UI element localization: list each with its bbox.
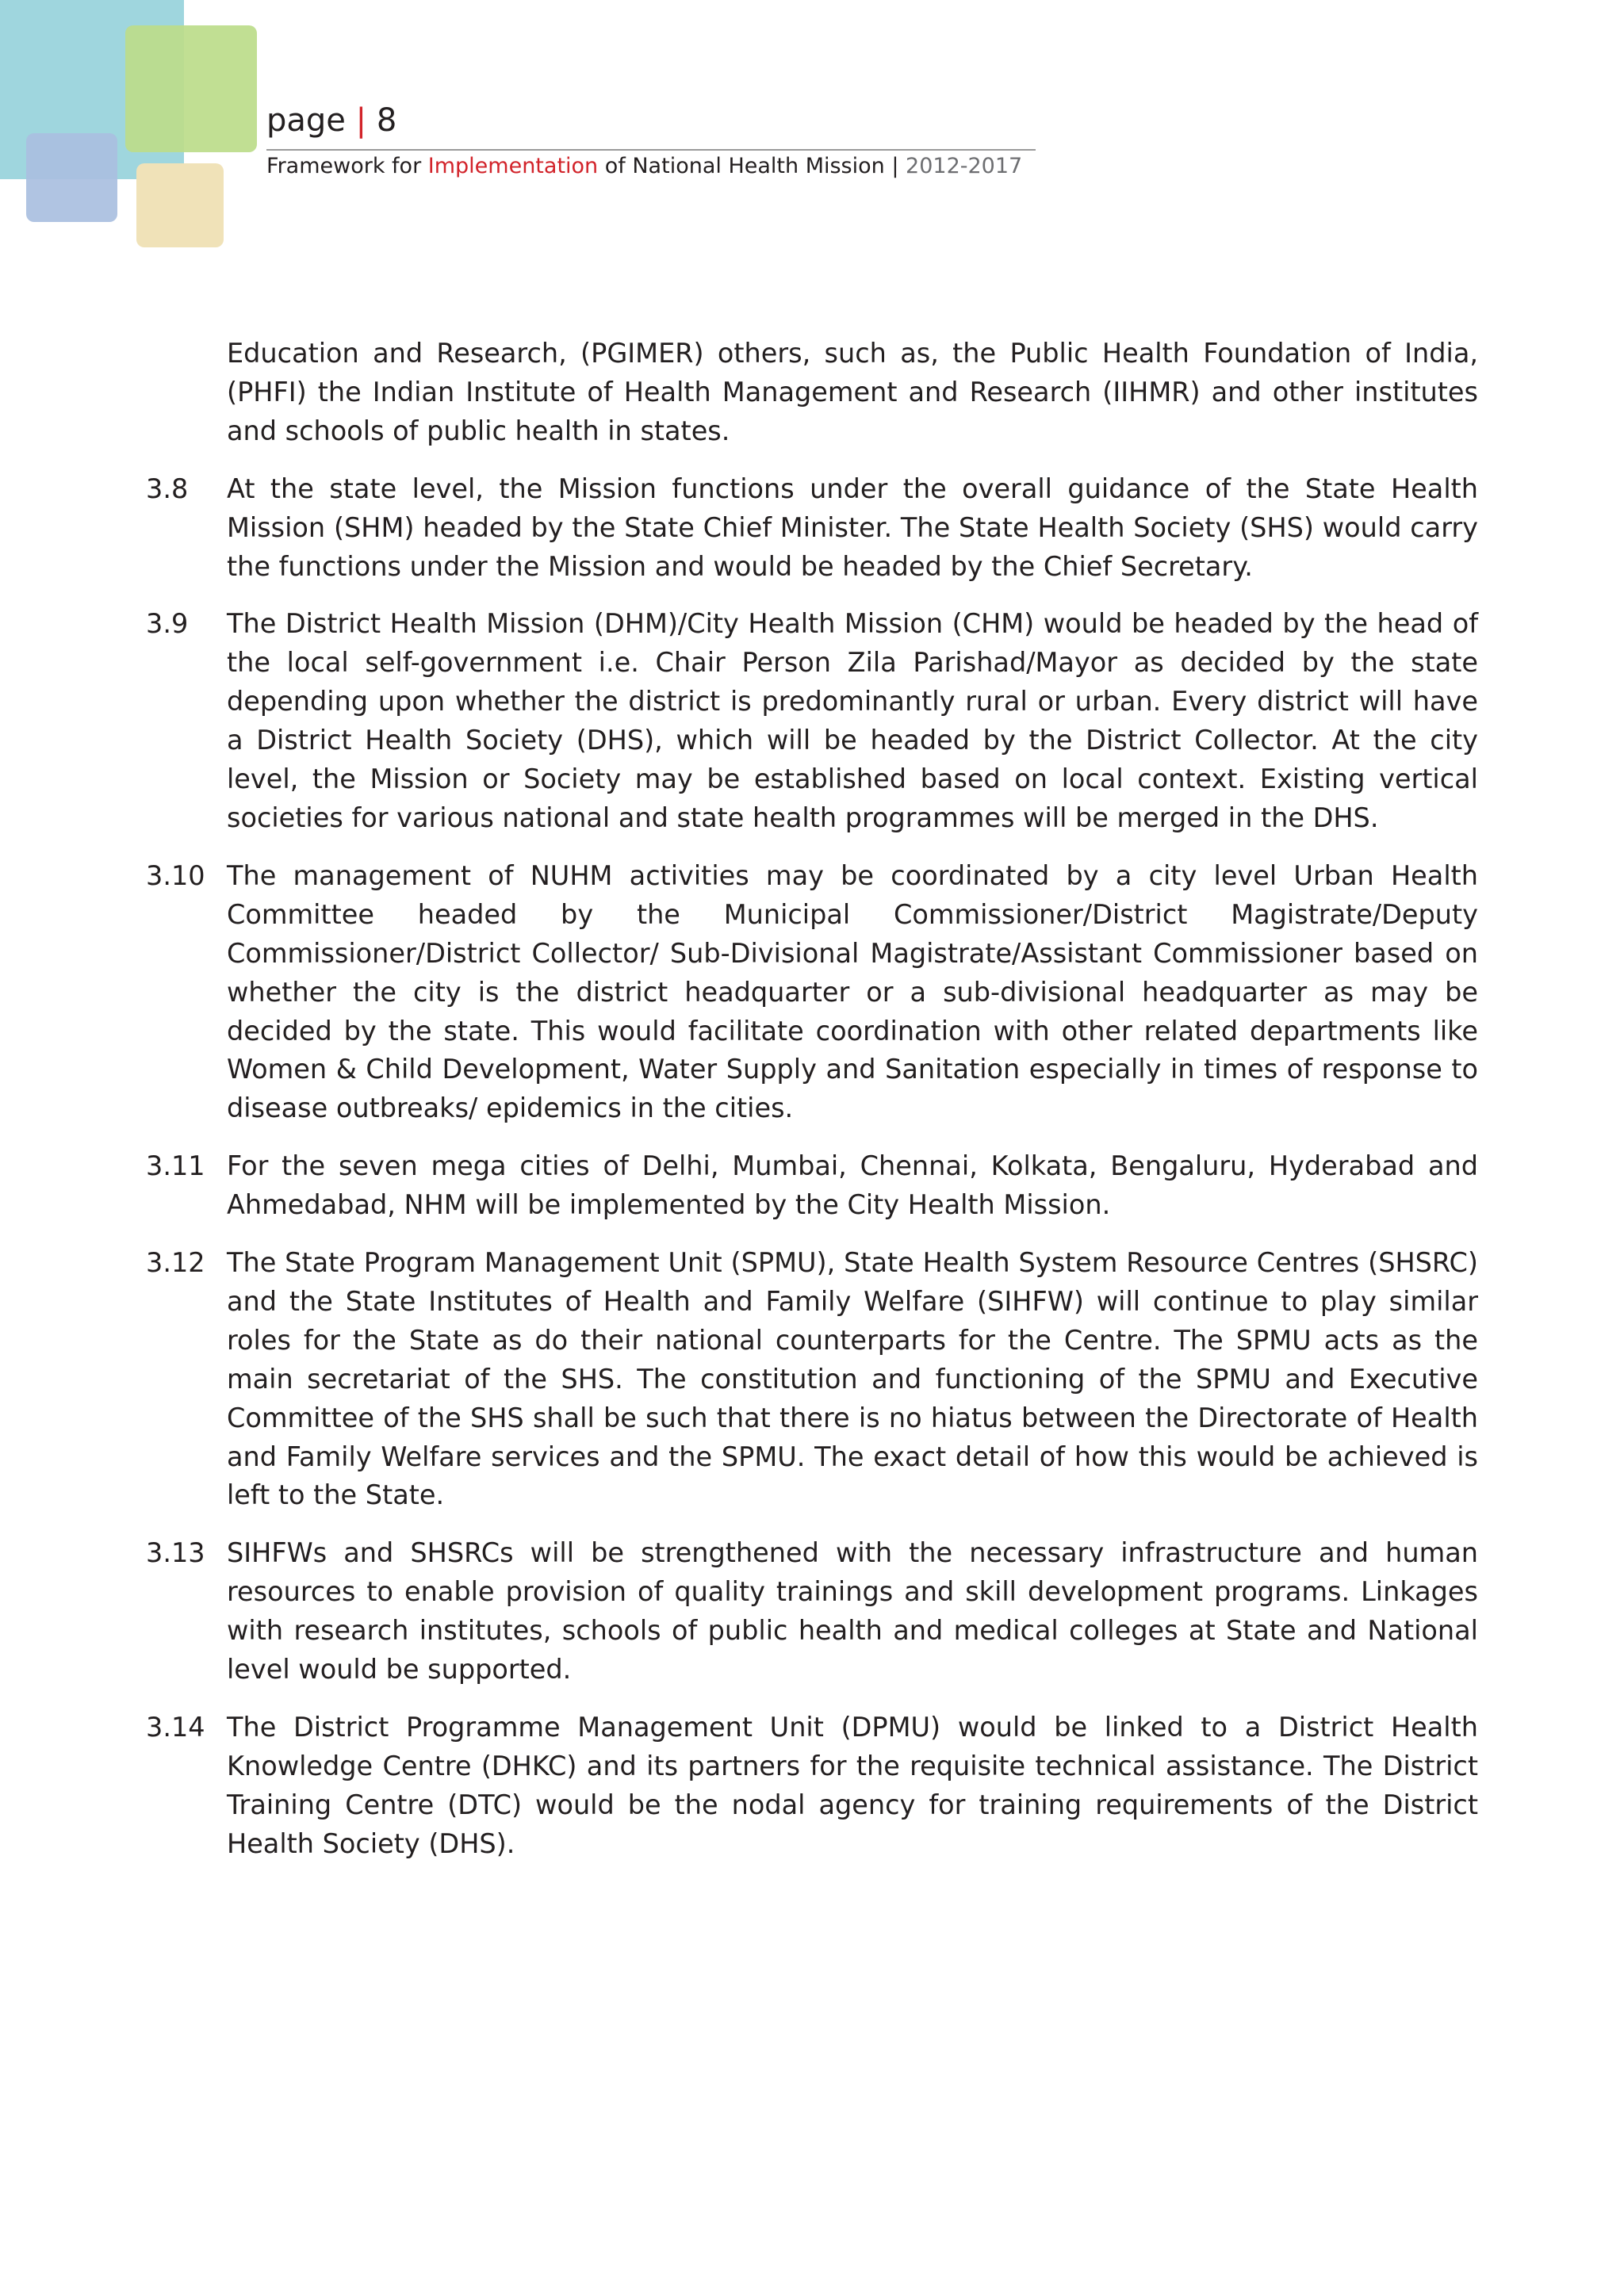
paragraph-number: 3.12 xyxy=(146,1247,205,1279)
page-header xyxy=(266,101,1036,181)
paragraph-text: The management of NUHM activities may be coordinated by a city level Urban Health Committee headed by the Municipal Commissioner/District Magistrate/Deputy Commissioner/District Collector/ Sub-Divisional Magistrate/Assistant Commissioner based on whether the city is the district headquarter or a sub-divisional headquarter as may be decided by the state. This would facilitate coordination with other related departments like Women & Child Development, Water Supply and Sanitation especially in times of response to disease outbreaks/ epidemics in the cities. xyxy=(227,859,1478,1124)
paragraph-number: 3.13 xyxy=(146,1537,205,1569)
paragraph-number: 3.14 xyxy=(146,1712,205,1743)
page-separator: | xyxy=(355,102,367,139)
corner-decoration-green-square xyxy=(125,25,257,152)
paragraph-number: 3.8 xyxy=(146,473,189,504)
subtitle-middle: of National Health Mission xyxy=(598,154,892,178)
paragraph-3-13 xyxy=(146,1534,1478,1689)
corner-decoration-cream-square xyxy=(136,163,224,247)
paragraph-text: At the state level, the Mission functions under the overall guidance of the State Health Mission (SHM) headed by the State Chief Minister. The State Health Society (SHS) would carry the functions under the Mission and would be headed by the Chief Secretary. xyxy=(227,473,1478,582)
subtitle-years: 2012-2017 xyxy=(898,154,1023,178)
page-number: 8 xyxy=(376,102,397,139)
paragraph-text: SIHFWs and SHSRCs will be strengthened with the necessary infrastructure and human resources to enable provision of quality trainings and skill development programs. Linkages with research institutes, schools of public health and medical colleges at State and National level would be supported. xyxy=(227,1537,1478,1686)
document-subtitle xyxy=(266,152,1036,181)
paragraph-3-11 xyxy=(146,1147,1478,1225)
paragraph-3-14 xyxy=(146,1709,1478,1864)
paragraph-3-12 xyxy=(146,1244,1478,1515)
paragraph-text: The District Health Mission (DHM)/City Health Mission (CHM) would be headed by the head of the local self-government i.e. Chair Person Zila Parishad/Mayor as decided by the state depending upon whether the district is predominantly rural or urban. Every district will have a District Health Society (DHS), which will be headed by the District Collector. At the city level, the Mission or Society may be established based on local context. Existing vertical societies for various national and state health programmes will be merged in the DHS. xyxy=(227,608,1478,833)
paragraph-continued xyxy=(146,335,1478,451)
page-label: page xyxy=(266,102,346,139)
paragraph-number: 3.9 xyxy=(146,608,189,640)
paragraph-text: For the seven mega cities of Delhi, Mumbai, Chennai, Kolkata, Bengaluru, Hyderabad and Ahmedabad, NHM will be implemented by the City Health Mission. xyxy=(227,1150,1478,1221)
body-content xyxy=(146,335,1478,1883)
paragraph-text: The State Program Management Unit (SPMU), State Health System Resource Centres (SHSRC) and the State Institutes of Health and Family Welfare (SIHFW) will continue to play similar roles for the State as do their national counterparts for the Centre. The SPMU acts as the main secretariat of the SHS. The constitution and functioning of the SPMU and Executive Committee of the SHS shall be such that there is no hiatus between the Directorate of Health and Family Welfare services and the SPMU. The exact detail of how this would be achieved is left to the State. xyxy=(227,1247,1478,1511)
paragraph-3-10 xyxy=(146,857,1478,1128)
subtitle-prefix: Framework for xyxy=(266,154,428,178)
subtitle-separator: | xyxy=(891,154,899,178)
paragraph-3-9 xyxy=(146,605,1478,837)
paragraph-text: The District Programme Management Unit (DPMU) would be linked to a District Health Knowledge Centre (DHKC) and its partners for the requisite technical assistance. The District Training Centre (DTC) would be the nodal agency for training requirements of the District Health Society (DHS). xyxy=(227,1712,1478,1859)
page-number-line xyxy=(266,101,1036,140)
paragraph-text: Education and Research, (PGIMER) others, such as, the Public Health Foundation of India, (PHFI) the Indian Institute of Health Management and Research (IIHMR) and other institutes and schools of public health in states. xyxy=(227,338,1478,446)
subtitle-accent: Implementation xyxy=(427,154,599,178)
paragraph-3-8 xyxy=(146,470,1478,587)
paragraph-number: 3.11 xyxy=(146,1150,205,1182)
corner-decoration-blue-square xyxy=(26,133,117,222)
header-rule xyxy=(266,149,1036,151)
paragraph-number: 3.10 xyxy=(146,859,205,891)
